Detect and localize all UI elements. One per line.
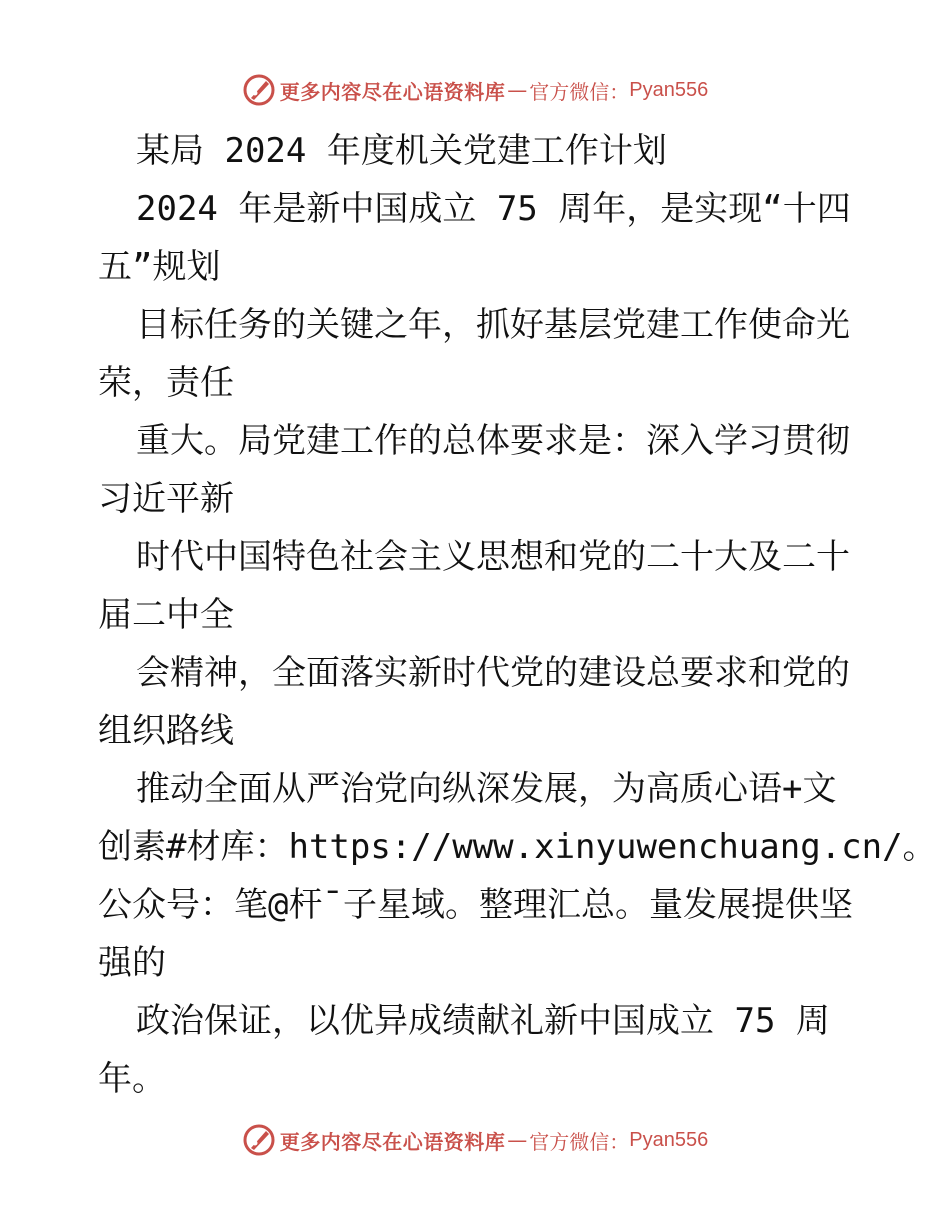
text-line: 目标任务的关键之年，抓好基层党建工作使命光 <box>136 305 850 345</box>
quill-circle-logo-icon <box>242 73 276 107</box>
text-line: 强的 <box>98 943 166 983</box>
banner-separator: — <box>507 1128 528 1152</box>
document-title: 某局 2024 年度机关党建工作计划 <box>136 131 667 171</box>
text-line: 2024 年是新中国成立 75 周年，是实现“十四 <box>136 189 851 229</box>
document-body <box>98 122 937 1108</box>
banner-wechat-id: Pyan556 <box>629 78 709 101</box>
text-line: 创素#材库：https://www.xinyuwenchuang.cn/。 <box>98 827 937 867</box>
banner-text: 更多内容尽在心语资料库 <box>279 79 506 104</box>
banner-wechat-id: Pyan556 <box>629 1128 709 1151</box>
banner-text: 更多内容尽在心语资料库 <box>279 1129 506 1154</box>
text-line: 组织路线 <box>98 711 234 751</box>
text-line: 届二中全 <box>98 595 234 635</box>
banner-wechat-label: 官方微信： <box>529 79 630 104</box>
text-line: 时代中国特色社会主义思想和党的二十大及二十 <box>136 537 850 577</box>
quill-circle-logo-icon <box>242 1123 276 1157</box>
text-line: 年。 <box>98 1059 166 1099</box>
footer-banner <box>0 1120 950 1160</box>
text-line: 重大。局党建工作的总体要求是：深入学习贯彻 <box>136 421 850 461</box>
banner-wechat-label: 官方微信： <box>529 1129 630 1154</box>
text-line: 习近平新 <box>98 479 234 519</box>
text-line: 推动全面从严治党向纵深发展，为高质心语+文 <box>136 769 837 809</box>
text-line: 公众号：笔@杆¯子星域。整理汇总。量发展提供坚 <box>98 885 853 925</box>
text-line: 政治保证，以优异成绩献礼新中国成立 75 周 <box>136 1001 830 1041</box>
text-line: 会精神，全面落实新时代党的建设总要求和党的 <box>136 653 850 693</box>
banner-separator: — <box>507 78 528 102</box>
header-banner <box>0 70 950 110</box>
text-line: 荣，责任 <box>98 363 234 403</box>
text-line: 五”规划 <box>98 247 221 287</box>
